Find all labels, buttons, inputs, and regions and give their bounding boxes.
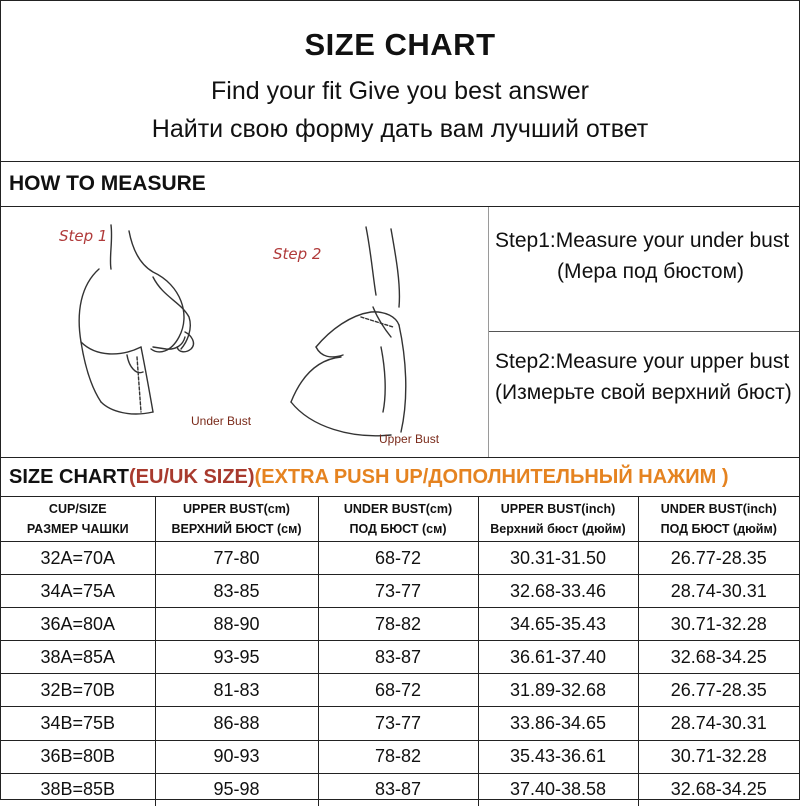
under-bust-inch-cell: 30.71-32.28 [638, 608, 799, 641]
size-chart-heading-eu: (EU/UK SIZE) [129, 466, 255, 488]
upper-bust-cm-cell: 95-98 [155, 773, 318, 806]
under-bust-cm-cell: 83-87 [318, 641, 478, 674]
cup-size-cell: 36B=80B [1, 740, 155, 773]
upper-bust-cm-cell: 93-95 [155, 641, 318, 674]
cup-size-cell: 38A=85A [1, 641, 155, 674]
under-bust-inch-cell: 26.77-28.35 [638, 542, 799, 575]
upper-bust-cm-cell: 83-85 [155, 575, 318, 608]
under-bust-cm-cell: 78-82 [318, 608, 478, 641]
under-bust-inch-cell: 28.74-30.31 [638, 707, 799, 740]
header-label-en: UPPER BUST(cm) [183, 502, 290, 516]
how-to-measure-heading: HOW TO MEASURE [1, 162, 799, 207]
cup-size-cell: 38B=85B [1, 773, 155, 806]
cup-size-cell: 34B=75B [1, 707, 155, 740]
upper-bust-cm-cell: 86-88 [155, 707, 318, 740]
size-chart-heading [1, 458, 799, 497]
under-bust-inch-cell: 28.74-30.31 [638, 575, 799, 608]
step1-instruction [489, 207, 799, 332]
upper-bust-label: Upper Bust [379, 432, 440, 446]
under-bust-cm-cell: 73-77 [318, 707, 478, 740]
size-chart-heading-prefix: SIZE CHART [9, 466, 129, 488]
table-row [1, 773, 799, 806]
under-bust-inch-cell: 32.68-34.25 [638, 641, 799, 674]
table-row [1, 707, 799, 740]
step2-instruction [489, 332, 799, 408]
header-label-ru: ПОД БЮСТ (дюйм) [660, 522, 777, 536]
table-row [1, 674, 799, 707]
how-to-measure-section [1, 207, 799, 458]
under-bust-cm-cell: 68-72 [318, 542, 478, 575]
subtitle-english: Find your fit Give you best answer [211, 77, 589, 105]
upper-bust-inch-cell: 31.89-32.68 [478, 674, 638, 707]
under-bust-inch-cell: 32.68-34.25 [638, 773, 799, 806]
table-row [1, 641, 799, 674]
step2-caption: Step 2 [273, 245, 322, 263]
header-label-ru: Верхний бюст (дюйм) [490, 522, 626, 536]
table-row [1, 608, 799, 641]
subtitle-russian: Найти свою форму дать вам лучший ответ [151, 115, 649, 143]
size-table [1, 497, 799, 806]
under-bust-inch-cell: 30.71-32.28 [638, 740, 799, 773]
upper-bust-cm-cell: 88-90 [155, 608, 318, 641]
header-label-en: UNDER BUST(inch) [660, 502, 777, 516]
header-label-en: UNDER BUST(cm) [343, 502, 453, 516]
under-bust-cm-cell: 73-77 [318, 575, 478, 608]
step2-text: Step2:Measure your upper bust (Измерьте свой верхний бюст) [495, 350, 792, 404]
table-header-row [1, 497, 799, 542]
table-row [1, 542, 799, 575]
header-under-bust-inch [638, 497, 799, 542]
cup-size-cell: 32B=70B [1, 674, 155, 707]
header-label-ru: РАЗМЕР ЧАШКИ [26, 522, 129, 536]
upper-bust-inch-cell: 33.86-34.65 [478, 707, 638, 740]
upper-bust-inch-cell: 34.65-35.43 [478, 608, 638, 641]
header-label-en: UPPER BUST(inch) [500, 502, 616, 516]
under-bust-cm-cell: 83-87 [318, 773, 478, 806]
step1-translation: (Мера под бюстом) [557, 260, 745, 283]
upper-bust-inch-cell: 32.68-33.46 [478, 575, 638, 608]
upper-bust-cm-cell: 77-80 [155, 542, 318, 575]
upper-bust-cm-cell: 81-83 [155, 674, 318, 707]
header-label-ru: ВЕРХНИЙ БЮСТ (см) [171, 522, 302, 536]
cup-size-cell: 34A=75A [1, 575, 155, 608]
step1-text: Step1:Measure your under bust [495, 229, 790, 252]
size-chart-heading-push: (EXTRA PUSH UP/ДОПОЛНИТЕЛЬНЫЙ НАЖИМ ) [254, 466, 729, 488]
cup-size-cell: 32A=70A [1, 542, 155, 575]
step1-illustration [41, 207, 256, 457]
upper-bust-inch-cell: 37.40-38.58 [478, 773, 638, 806]
header-upper-bust-inch [478, 497, 638, 542]
step1-caption: Step 1 [59, 227, 108, 245]
page-title: SIZE CHART [304, 27, 496, 62]
header-label-en: CUP/SIZE [48, 502, 107, 516]
under-bust-cm-cell: 78-82 [318, 740, 478, 773]
under-bust-label: Under Bust [191, 414, 252, 428]
cup-size-cell: 36A=80A [1, 608, 155, 641]
header-label-ru: ПОД БЮСТ (см) [349, 522, 447, 536]
upper-bust-inch-cell: 35.43-36.61 [478, 740, 638, 773]
under-bust-inch-cell: 26.77-28.35 [638, 674, 799, 707]
step2-illustration [261, 207, 476, 457]
header-under-bust-cm [318, 497, 478, 542]
header-upper-bust-cm [155, 497, 318, 542]
upper-bust-inch-cell: 30.31-31.50 [478, 542, 638, 575]
table-row [1, 575, 799, 608]
header-cup-size [1, 497, 155, 542]
under-bust-cm-cell: 68-72 [318, 674, 478, 707]
measure-steps [489, 207, 799, 457]
upper-bust-inch-cell: 36.61-37.40 [478, 641, 638, 674]
table-row [1, 740, 799, 773]
header [1, 1, 799, 162]
upper-bust-cm-cell: 90-93 [155, 740, 318, 773]
